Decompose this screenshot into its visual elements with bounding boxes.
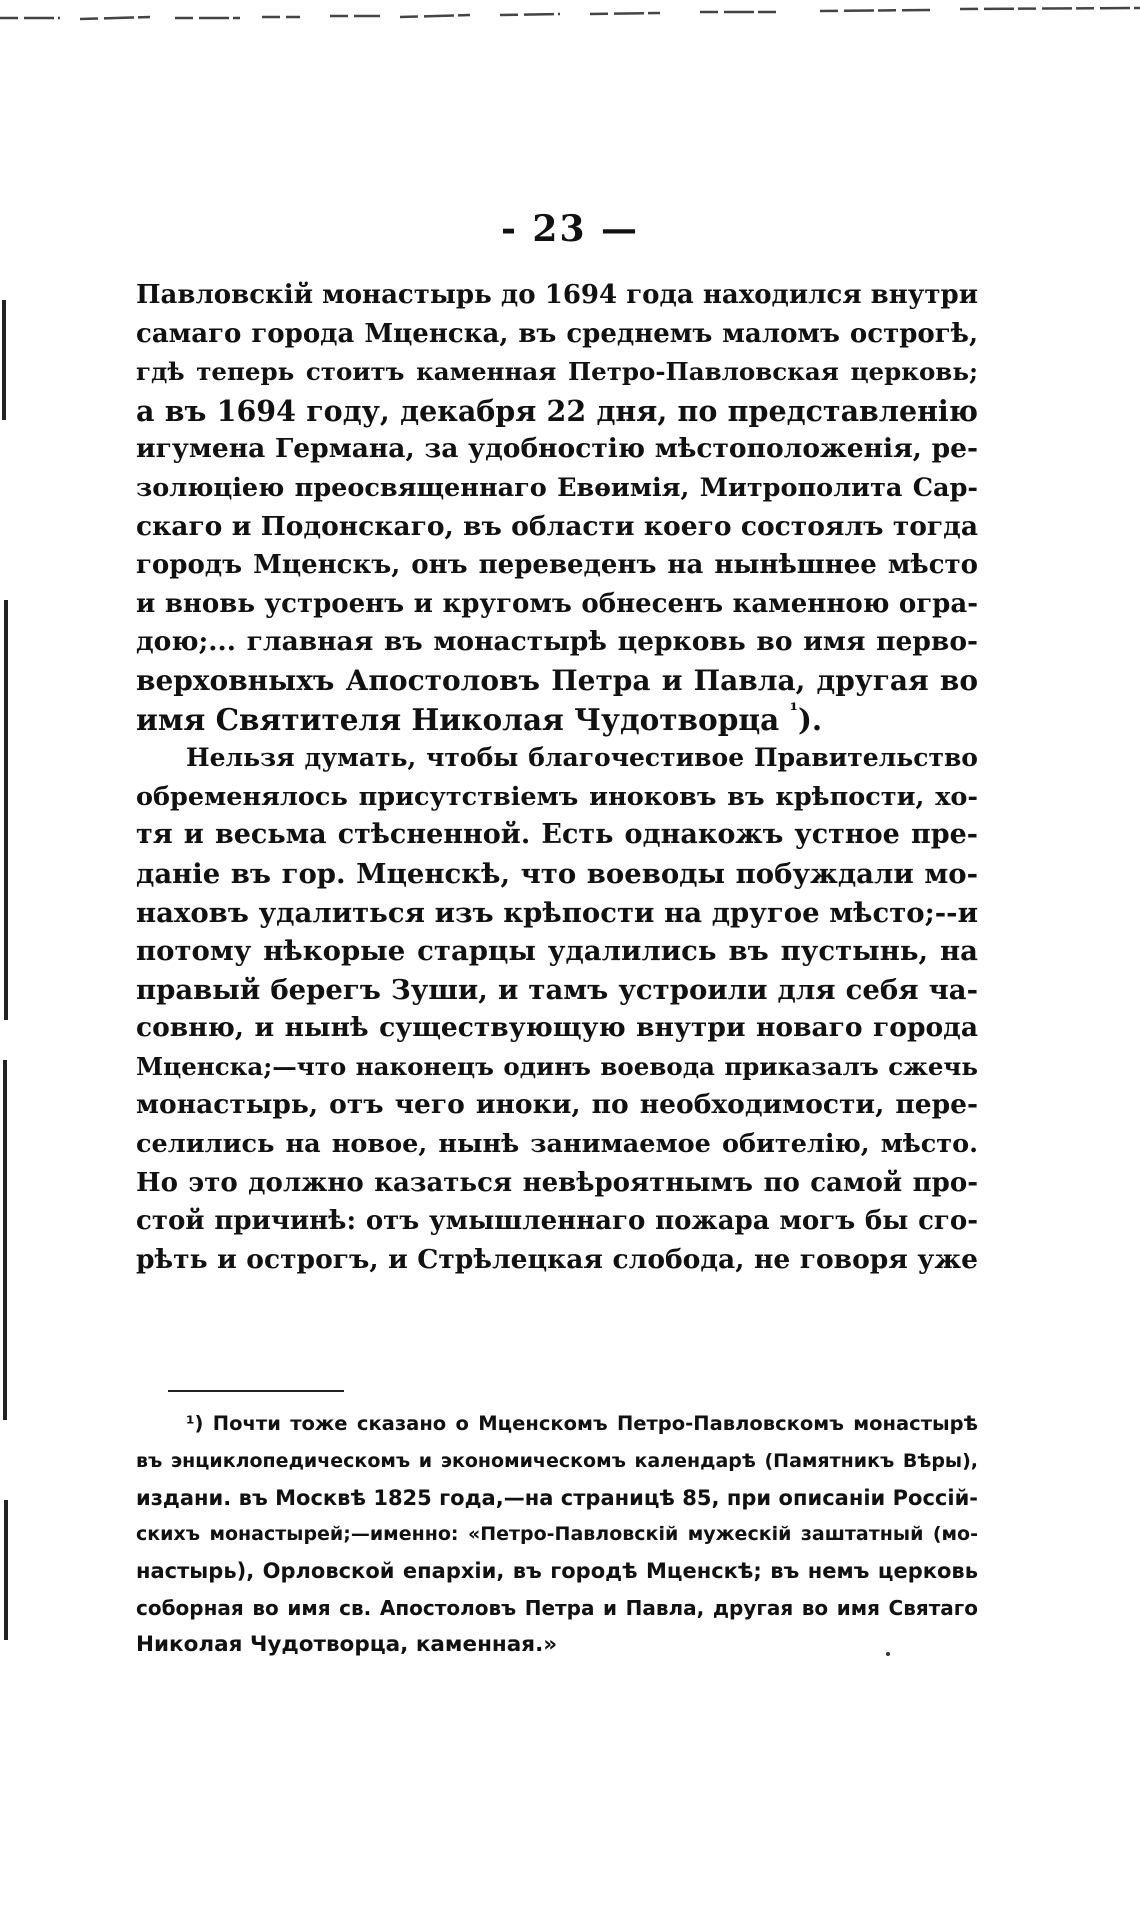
footnote-separator: [168, 1390, 344, 1392]
text-line: Мценска;—что наконецъ одинъ воевода приказалъ сжечь: [136, 1051, 978, 1081]
text-line: Павловскій монастырь до 1694 года находился внутри: [136, 280, 978, 310]
text-line: тя и весьма стѣсненной. Есть однакожъ устное пре-: [136, 819, 978, 851]
left-edge-scan-artifact: [0, 300, 14, 1640]
text-line: скаго и Подонскаго, въ области коего состоялъ тогда: [136, 510, 978, 542]
text-line: монастырь, отъ чего иноки, по необходимости, пере-: [136, 1089, 978, 1121]
top-edge-scan-artifact: [0, 0, 1140, 22]
paragraph-1: [136, 276, 978, 739]
text-line-with-footnote: [136, 698, 978, 740]
paragraph-2: [136, 739, 978, 1279]
ink-speck: [886, 1652, 890, 1656]
text-line: совню, и нынѣ существующую внутри новаго города: [136, 1012, 978, 1044]
text-line: самаго города Мценска, въ среднемъ маломъ острогѣ,: [136, 318, 978, 349]
footnote-line-with-marker: [136, 1406, 978, 1443]
text-line: селились на новое, нынѣ занимаемое обителію, мѣсто.: [136, 1129, 978, 1160]
text-line: Но это должно казаться невѣроятнымъ по самой про-: [136, 1167, 978, 1198]
text-line: правый берегъ Зуши, и тамъ устроили для себя ча-: [136, 973, 978, 1006]
footnote-reference: ¹: [789, 698, 798, 722]
text-line: потому нѣкорые старцы удалились въ пустынь, на: [136, 935, 978, 968]
footnote: [136, 1406, 978, 1664]
text-line: гдѣ теперь стоитъ каменная Петро-Павловская церковь;: [136, 357, 978, 387]
text-line: игумена Германа, за удобностію мѣстоположенія, ре-: [136, 433, 978, 465]
footnote-reference-suffix: ).: [797, 701, 823, 737]
footnote-line: скихъ монастырей;—именно: «Петро-Павловскій мужескій заштатный (мо-: [136, 1523, 978, 1546]
text-line: Нельзя думать, чтобы благочестивое Правительство: [186, 743, 978, 773]
text-line: даніе въ гор. Мценскѣ, что воеводы побуждали мо-: [136, 857, 978, 890]
text-line: а въ 1694 году, декабря 22 дня, по представленію: [136, 393, 978, 428]
text-line: обременялось присутствіемъ иноковъ въ крѣпости, хо-: [136, 781, 978, 812]
text-line: рѣть и острогъ, и Стрѣлецкая слобода, не говоря уже: [136, 1243, 978, 1275]
main-text: [136, 276, 978, 1279]
text-line: городъ Мценскъ, онъ переведенъ на нынѣшнее мѣсто: [136, 550, 978, 581]
text-line: дою;... главная въ монастырѣ церковь во имя перво-: [136, 626, 978, 658]
text-line: стой причинѣ: отъ умышленнаго пожара могъ бы сго-: [136, 1206, 978, 1237]
text-line: наховъ удалиться изъ крѣпости на другое мѣсто;--и: [136, 896, 978, 929]
footnote-line: издани. въ Москвѣ 1825 года,—на страницѣ 85, при описаніи Россій-: [136, 1485, 978, 1510]
footnote-line: Почти тоже сказано о Мценскомъ Петро-Павловскомъ монастырѣ: [212, 1412, 978, 1435]
page-number: - 23 —: [500, 208, 640, 250]
text-line: имя Святителя Николая Чудотворца: [136, 701, 780, 737]
text-line: золюціею преосвященнаго Евѳимія, Митрополита Сар-: [136, 472, 978, 503]
footnote-line: соборная во имя св. Апостоловъ Петра и Павла, другая во имя Святаго: [136, 1595, 978, 1620]
footnote-line: въ энциклопедическомъ и экономическомъ календарѣ (Памятникъ Вѣры),: [136, 1449, 978, 1472]
footnote-marker: ¹): [186, 1412, 204, 1435]
footnote-line: настырь), Орловской епархіи, въ городѣ Мценскѣ; въ немъ церковь: [136, 1559, 978, 1584]
text-line: и вновь устроенъ и кругомъ обнесенъ каменною огра-: [136, 588, 978, 619]
text-line: верховныхъ Апостоловъ Петра и Павла, другая во: [136, 663, 978, 697]
footnote-line: Николая Чудотворца, каменная.»: [136, 1631, 558, 1657]
